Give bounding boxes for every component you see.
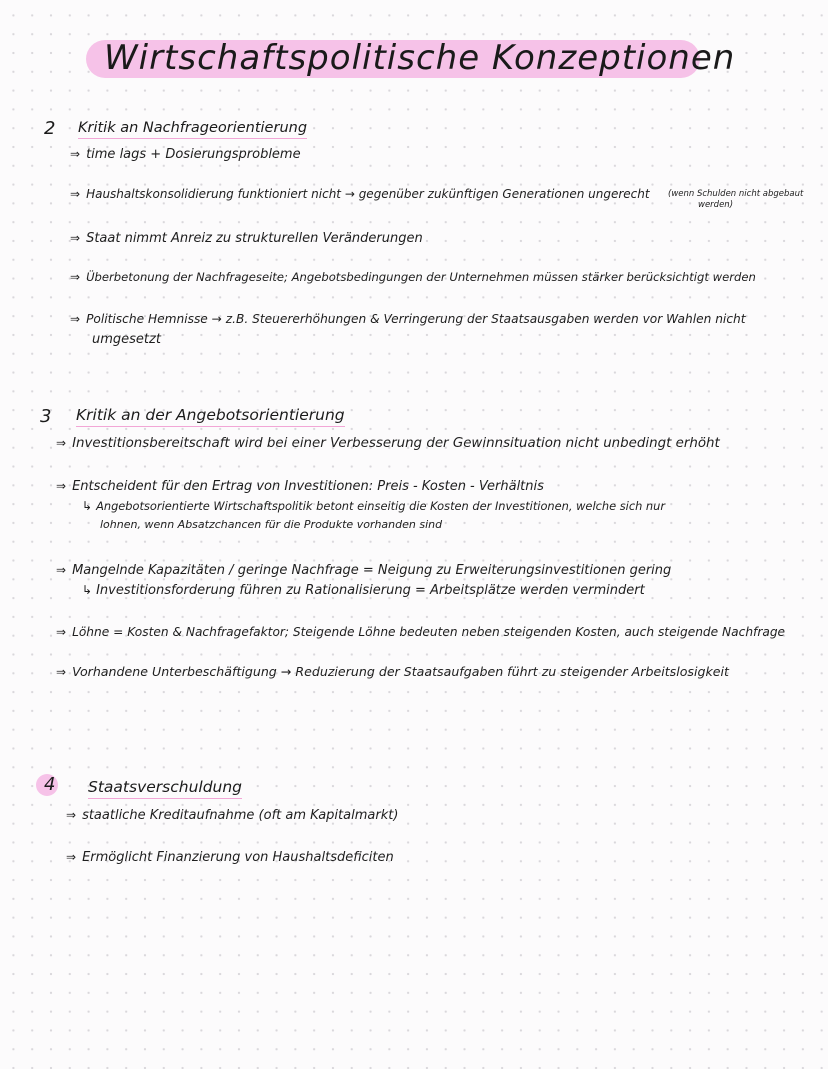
implies-arrow-icon: ⇒ bbox=[70, 312, 81, 326]
implies-arrow-icon: ⇒ bbox=[70, 147, 81, 161]
sub-arrow-icon: ↳ bbox=[82, 499, 93, 513]
point-unterbeschaeftigung: ⇒ Vorhandene Unterbeschäftigung → Reduzierung der Staatsaufgaben führt zu steigender Arbeitslosigkeit bbox=[56, 664, 729, 679]
point-kreditaufnahme: ⇒ staatliche Kreditaufnahme (oft am Kapitalmarkt) bbox=[66, 808, 399, 823]
point-finanzierung: ⇒ Ermöglicht Finanzierung von Haushaltsdeficiten bbox=[66, 850, 394, 865]
point-angebotsorientierte-cont: lohnen, wenn Absatzchancen für die Produkte vorhanden sind bbox=[100, 518, 443, 531]
implies-arrow-icon: ⇒ bbox=[70, 187, 81, 201]
implies-arrow-icon: ⇒ bbox=[56, 436, 67, 450]
point-time-lags: ⇒ time lags + Dosierungsprobleme bbox=[70, 147, 301, 162]
point-politische-hemnisse: ⇒ Politische Hemnisse → z.B. Steuererhöhungen & Verringerung der Staatsausgaben werden vor Wahlen nicht bbox=[70, 312, 746, 326]
point-mangelnde-kapazitaeten: ⇒ Mangelnde Kapazitäten / geringe Nachfrage = Neigung zu Erweiterungsinvestitionen gering bbox=[56, 563, 672, 578]
point-investitionsbereitschaft: ⇒ Investitionsbereitschaft wird bei einer Verbesserung der Gewinnsituation nicht unbedingt erhöht bbox=[56, 436, 720, 451]
implies-arrow-icon: ⇒ bbox=[56, 563, 67, 577]
point-haushalt: ⇒ Haushaltskonsolidierung funktioniert nicht → gegenüber zukünftigen Generationen ungerecht bbox=[70, 187, 650, 201]
section-number-3: 3 bbox=[40, 406, 52, 427]
section-heading-angebot: Kritik an der Angebotsorientierung bbox=[76, 406, 345, 427]
implies-arrow-icon: ⇒ bbox=[56, 625, 67, 639]
implies-arrow-icon: ⇒ bbox=[66, 808, 77, 822]
point-ertrag: ⇒ Entscheident für den Ertrag von Investitionen: Preis - Kosten - Verhältnis bbox=[56, 479, 544, 494]
title-block bbox=[86, 34, 736, 88]
section-number-4: 4 bbox=[44, 774, 56, 795]
sub-arrow-icon: ↳ bbox=[82, 583, 93, 597]
implies-arrow-icon: ⇒ bbox=[66, 850, 77, 864]
section-heading-staatsverschuldung: Staatsverschuldung bbox=[88, 778, 242, 799]
point-angebotsorientierte: ↳ Angebotsorientierte Wirtschaftspolitik betont einseitig die Kosten der Investitionen, welche sich nur bbox=[82, 499, 666, 513]
section-heading-nachfrage: Kritik an Nachfrageorientierung bbox=[78, 120, 307, 139]
implies-arrow-icon: ⇒ bbox=[56, 479, 67, 493]
point-politische-hemnisse-cont: umgesetzt bbox=[92, 332, 161, 347]
implies-arrow-icon: ⇒ bbox=[56, 665, 67, 679]
point-staat-anreiz: ⇒ Staat nimmt Anreiz zu strukturellen Veränderungen bbox=[70, 231, 423, 246]
point-loehne: ⇒ Löhne = Kosten & Nachfragefaktor; Steigende Löhne bedeuten neben steigenden Kosten, auch steigende Nachfrage bbox=[56, 625, 786, 639]
point-ueberbetonung: ⇒ Überbetonung der Nachfrageseite; Angebotsbedingungen der Unternehmen müssen stärker berücksichtigt werden bbox=[70, 270, 756, 284]
section-number-2: 2 bbox=[44, 118, 56, 139]
point-investitionsforderung: ↳ Investitionsforderung führen zu Rationalisierung = Arbeitsplätze werden vermindert bbox=[82, 583, 645, 598]
implies-arrow-icon: ⇒ bbox=[70, 231, 81, 245]
page-title: Wirtschaftspolitische Konzeptionen bbox=[104, 38, 736, 78]
side-note-line2: werden) bbox=[698, 200, 734, 210]
implies-arrow-icon: ⇒ bbox=[70, 270, 81, 284]
side-note-line1: (wenn Schulden nicht abgebaut bbox=[668, 189, 804, 199]
